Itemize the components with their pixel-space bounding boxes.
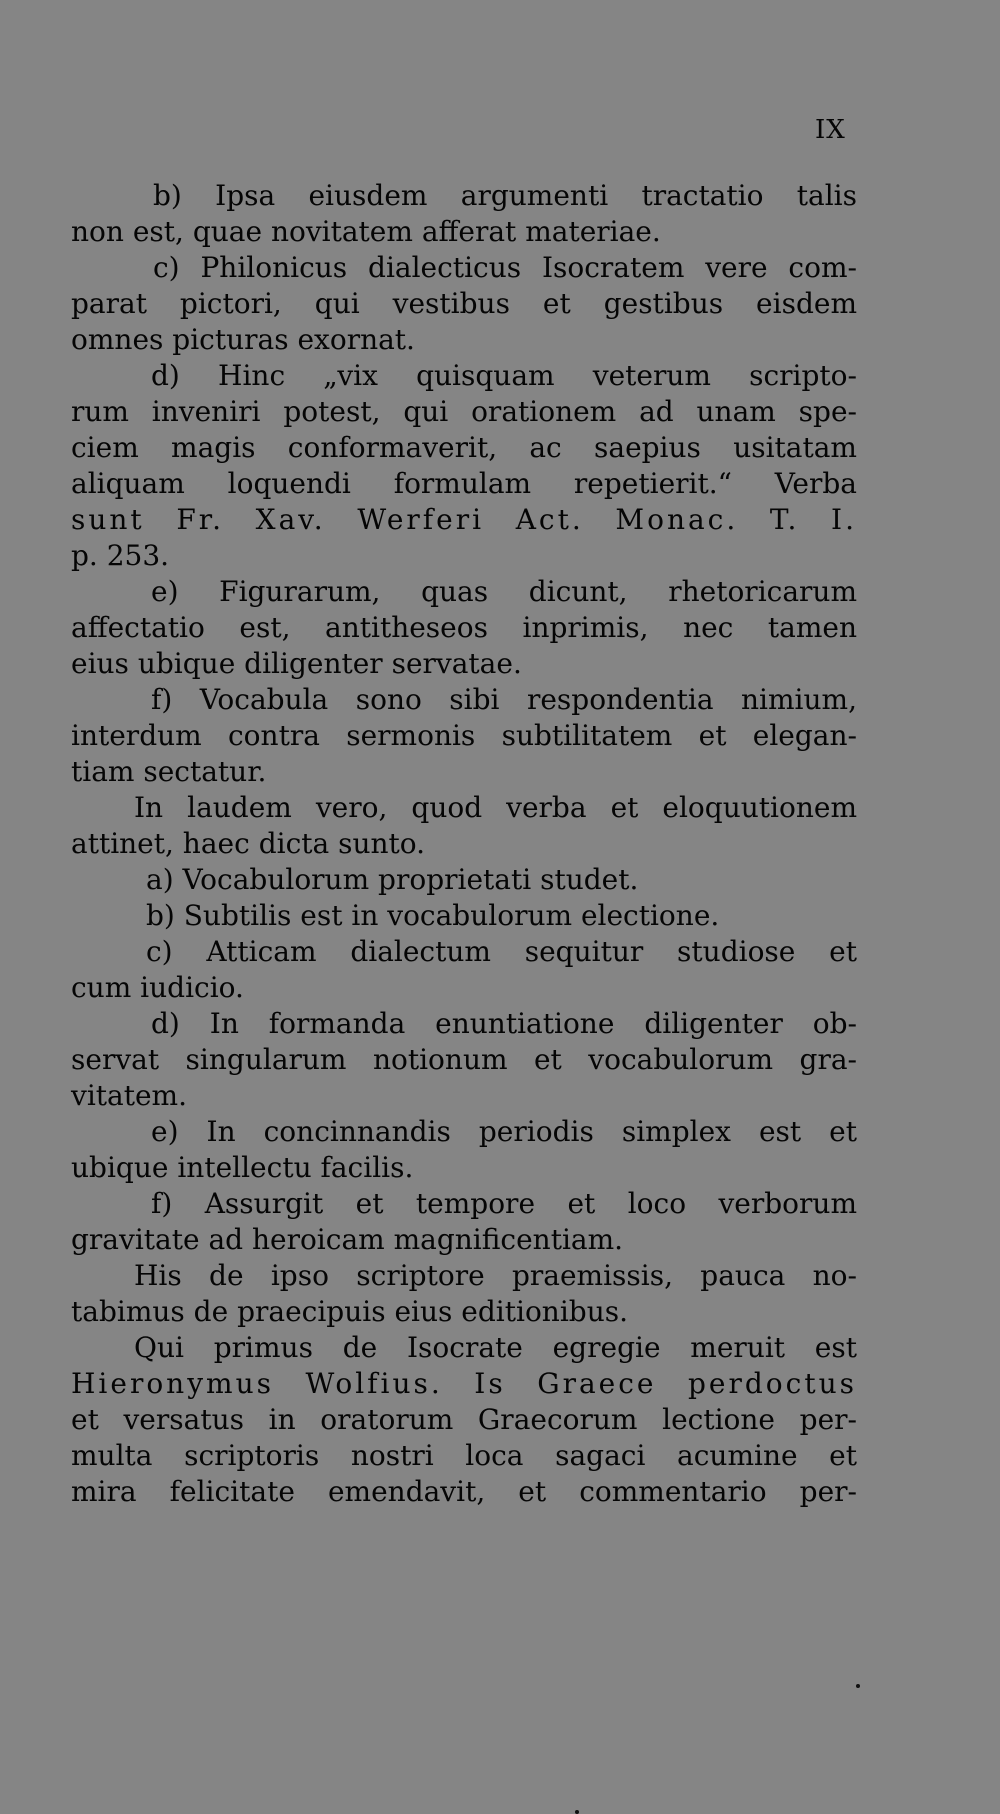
text-line: e) In concinnandis periodis simplex est et: [151, 1115, 857, 1148]
text-line: omnes picturas exornat.: [71, 323, 415, 356]
text-line: tabimus de praecipuis eius editionibus.: [71, 1295, 629, 1328]
text-line: f) Vocabula sono sibi respondentia nimium,: [151, 683, 857, 716]
ink-speck: [856, 1684, 860, 1688]
text-line: d) In formanda enuntiatione diligenter ob-: [151, 1007, 857, 1040]
text-line: His de ipso scriptore praemissis, pauca no-: [134, 1259, 857, 1292]
body-text: [71, 178, 857, 1510]
text-line: parat pictori, qui vestibus et gestibus eisdem: [71, 287, 857, 320]
page-number: IX: [815, 115, 846, 145]
text-line: non est, quae novitatem afferat materiae.: [71, 215, 661, 248]
text-line: gravitate ad heroicam magnificentiam.: [71, 1223, 624, 1256]
text-line: e) Figurarum, quas dicunt, rhetoricarum: [151, 575, 857, 608]
text-line: rum inveniri potest, qui orationem ad unam spe-: [71, 395, 857, 428]
text-line: eius ubique diligenter servatae.: [71, 647, 522, 680]
text-line: b) Ipsa eiusdem argumenti tractatio talis: [153, 179, 857, 212]
text-line: ciem magis conformaverit, ac saepius usitatam: [71, 431, 857, 464]
text-line: sunt Fr. Xav. Werferi Act. Monac. T. I.: [71, 503, 857, 536]
text-line: p. 253.: [71, 539, 170, 572]
text-line: vitatem.: [71, 1079, 187, 1112]
text-line: multa scriptoris nostri loca sagaci acumine et: [71, 1439, 857, 1472]
text-line: tiam sectatur.: [71, 755, 267, 788]
text-line: mira felicitate emendavit, et commentario per-: [71, 1475, 857, 1508]
text-line: Qui primus de Isocrate egregie meruit est: [134, 1331, 857, 1364]
text-line: b) Subtilis est in vocabulorum electione.: [146, 899, 720, 932]
text-line: servat singularum notionum et vocabulorum gra-: [71, 1043, 857, 1076]
text-line: c) Atticam dialectum sequitur studiose et: [146, 935, 857, 968]
text-line: et versatus in oratorum Graecorum lectione per-: [71, 1403, 857, 1436]
text-line: f) Assurgit et tempore et loco verborum: [151, 1187, 857, 1220]
text-line: affectatio est, antitheseos inprimis, nec tamen: [71, 611, 857, 644]
text-line: d) Hinc „vix quisquam veterum scripto-: [151, 359, 857, 392]
text-line: a) Vocabulorum proprietati studet.: [146, 863, 639, 896]
text-line: c) Philonicus dialecticus Isocratem vere com-: [153, 251, 857, 284]
text-line: attinet, haec dicta sunto.: [71, 827, 426, 860]
text-line: In laudem vero, quod verba et eloquutionem: [134, 791, 857, 824]
ink-speck: [575, 1810, 579, 1814]
text-line: Hieronymus Wolfius. Is Graece perdoctus: [71, 1367, 857, 1400]
text-line: interdum contra sermonis subtilitatem et elegan-: [71, 719, 857, 752]
text-line: cum iudicio.: [71, 971, 244, 1004]
text-line: ubique intellectu facilis.: [71, 1151, 414, 1184]
text-line: aliquam loquendi formulam repetierit.“ Verba: [71, 467, 857, 500]
